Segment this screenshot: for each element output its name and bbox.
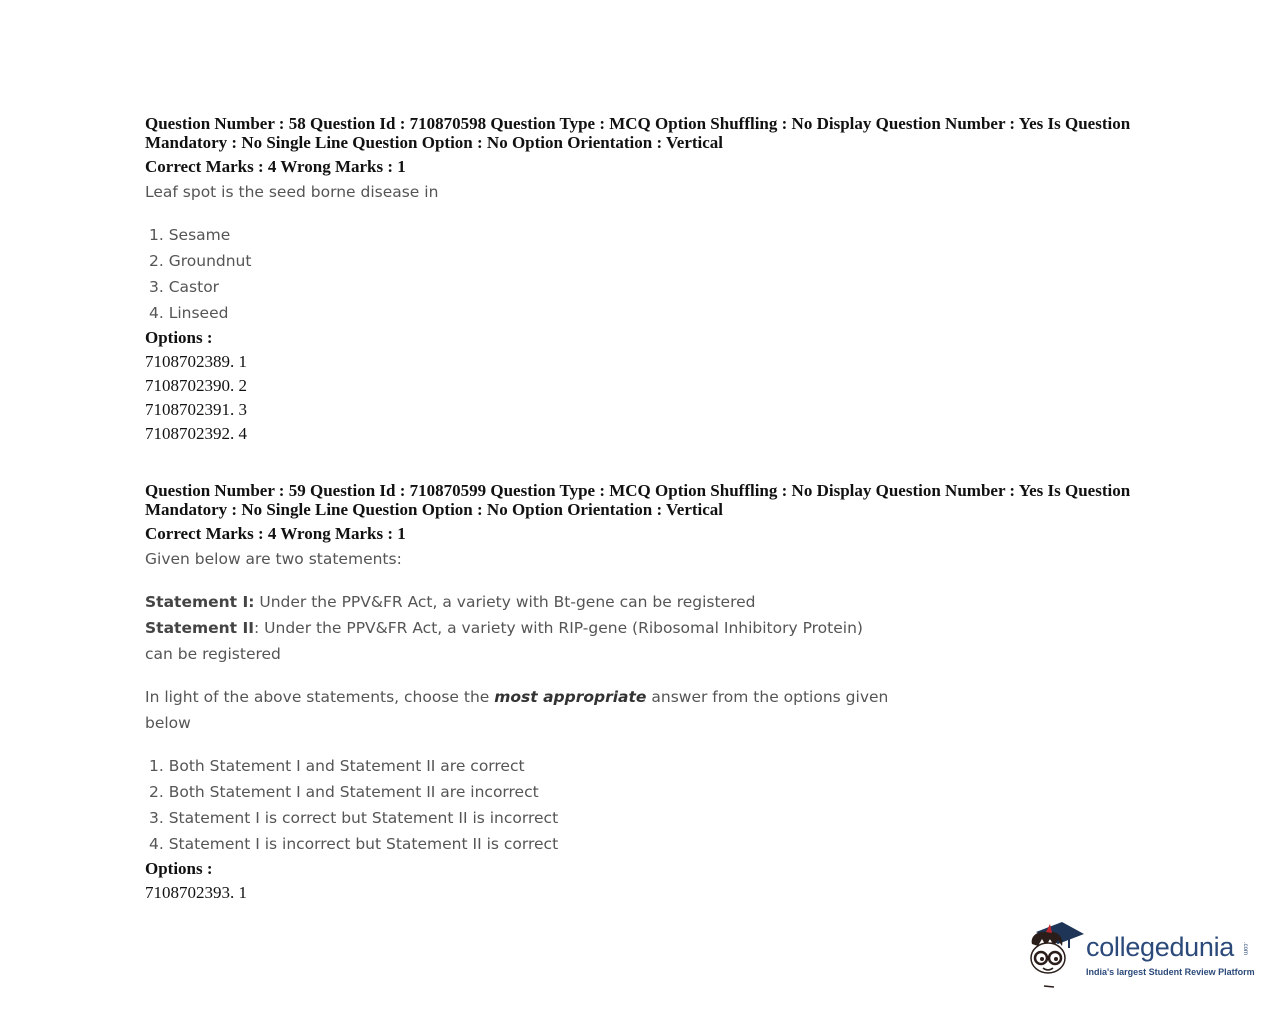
- question-meta-line-1: Question Number : 59 Question Id : 710870599 Question Type : MCQ Option Shuffling : No Display Question Number : Yes Is Question: [145, 481, 1131, 500]
- choice-item: 2. Groundnut: [149, 252, 252, 270]
- question-meta-line-2: Mandatory : No Single Line Question Option : No Option Orientation : Vertical: [145, 500, 724, 519]
- option-id: 7108702392. 4: [145, 424, 247, 443]
- question-meta-line-2: Mandatory : No Single Line Question Option : No Option Orientation : Vertical: [145, 133, 724, 152]
- choice-item: 4. Linseed: [149, 304, 229, 322]
- question-stem: Given below are two statements:: [145, 550, 402, 568]
- collegedunia-logo: [1024, 918, 1254, 990]
- statement-two: [145, 615, 1165, 641]
- option-id: 7108702390. 2: [145, 376, 247, 395]
- question-stem: Leaf spot is the seed borne disease in: [145, 183, 439, 201]
- choice-item: 3. Castor: [149, 278, 220, 296]
- question-block-58: [145, 114, 1165, 446]
- choice-list: [145, 222, 1165, 326]
- statement-two-text: : Under the PPV&FR Act, a variety with RIP-gene (Ribosomal Inhibitory Protein): [254, 619, 863, 637]
- statement-two-label: Statement II: [145, 619, 254, 637]
- options-label: Options :: [145, 859, 213, 878]
- instruction-continued: below: [145, 714, 191, 732]
- instruction-text: In light of the above statements, choose the: [145, 688, 495, 706]
- option-id: 7108702391. 3: [145, 400, 247, 419]
- choice-item: 4. Statement I is incorrect but Statement II is correct: [149, 835, 559, 853]
- instruction-emphasis: most appropriate: [494, 688, 647, 706]
- marks-line: Correct Marks : 4 Wrong Marks : 1: [145, 524, 406, 543]
- logo-suffix: .com: [1242, 942, 1248, 956]
- student-mascot-icon: [1024, 918, 1086, 990]
- choice-item: 3. Statement I is correct but Statement II is incorrect: [149, 809, 559, 827]
- choice-item: 2. Both Statement I and Statement II are incorrect: [149, 783, 539, 801]
- choice-item: 1. Sesame: [149, 226, 231, 244]
- logo-tagline: India's largest Student Review Platform: [1086, 967, 1255, 977]
- option-id: 7108702389. 1: [145, 352, 247, 371]
- statement-one-label: Statement I:: [145, 593, 255, 611]
- choice-list: [145, 753, 1165, 857]
- instruction-text: answer from the options given: [646, 688, 889, 706]
- statement-one-text: Under the PPV&FR Act, a variety with Bt-gene can be registered: [254, 593, 756, 611]
- question-block-59: [145, 481, 1165, 905]
- instruction-line: [145, 684, 1165, 710]
- option-id: 7108702393. 1: [145, 883, 247, 902]
- statement-one: [145, 589, 1165, 615]
- marks-line: Correct Marks : 4 Wrong Marks : 1: [145, 157, 406, 176]
- choice-item: 1. Both Statement I and Statement II are correct: [149, 757, 525, 775]
- question-meta-line-1: Question Number : 58 Question Id : 710870598 Question Type : MCQ Option Shuffling : No Display Question Number : Yes Is Question: [145, 114, 1131, 133]
- logo-wordmark: collegedunia: [1086, 932, 1235, 962]
- statement-two-continued: can be registered: [145, 645, 281, 663]
- options-label: Options :: [145, 328, 213, 347]
